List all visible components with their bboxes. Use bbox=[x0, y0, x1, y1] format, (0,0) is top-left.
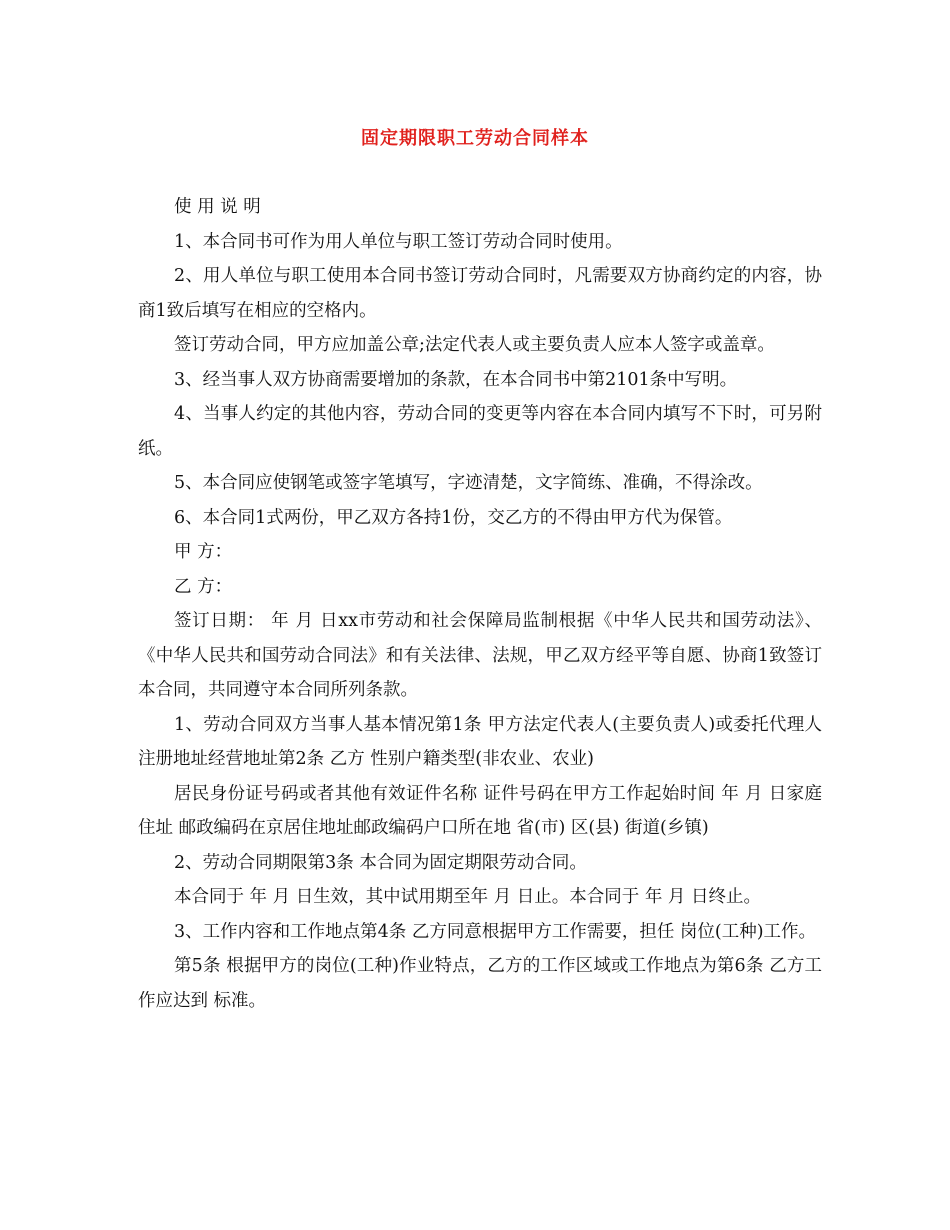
paragraph: 4、当事人约定的其他内容，劳动合同的变更等内容在本合同内填写不下时，可另附纸。 bbox=[138, 404, 822, 459]
paragraph-usage-heading: 使 用 说 明 bbox=[174, 197, 261, 217]
document-title: 固定期限职工劳动合同样本 bbox=[361, 128, 589, 149]
paragraph: 2、用人单位与职工使用本合同书签订劳动合同时，凡需要双方协商约定的内容，协商1致后填写在相应的空格内。 bbox=[138, 266, 822, 321]
party-a-field: 甲 方： bbox=[174, 542, 233, 562]
paragraph: 6、本合同1式两份，甲乙双方各持1份，交乙方的不得由甲方代为保管。 bbox=[174, 507, 733, 528]
paragraph: 1、本合同书可作为用人单位与职工签订劳动合同时使用。 bbox=[174, 231, 623, 252]
paragraph-contract-dates: 本合同于 年 月 日生效，其中试用期至年 月 日止。本合同于 年 月 日终止。 bbox=[174, 887, 761, 907]
paragraph: 签订劳动合同，甲方应加盖公章;法定代表人或主要负责人应本人签字或盖章。 bbox=[174, 335, 775, 355]
paragraph-article-4: 3、工作内容和工作地点第4条 乙方同意根据甲方工作需要，担任 岗位(工种)工作。 bbox=[174, 921, 817, 942]
paragraph: 5、本合同应使钢笔或签字笔填写，字迹清楚，文字简练、准确，不得涂改。 bbox=[174, 473, 763, 493]
document-body bbox=[138, 190, 822, 1018]
paragraph: 3、经当事人双方协商需要增加的条款，在本合同书中第2101条中写明。 bbox=[174, 369, 738, 390]
party-b-field: 乙 方： bbox=[174, 576, 233, 597]
paragraph-article-3: 2、劳动合同期限第3条 本合同为固定期限劳动合同。 bbox=[174, 852, 587, 873]
paragraph-article-1-2: 1、劳动合同双方当事人基本情况第1条 甲方法定代表人(主要负责人)或委托代理人注册地址经营地址第2条 乙方 性别户籍类型(非农业、农业) bbox=[138, 714, 822, 769]
paragraph-article-5-6: 第5条 根据甲方的岗位(工种)作业特点，乙方的工作区域或工作地点为第6条 乙方工作应达到 标准。 bbox=[138, 956, 822, 1011]
paragraph-signing-date: 签订日期： 年 月 日xx市劳动和社会保障局监制根据《中华人民共和国劳动法》、《中华人民共和国劳动合同法》和有关法律、法规，甲乙双方经平等自愿、协商1致签订本合同，共同遵守本合同所列条款。 bbox=[138, 611, 822, 700]
paragraph-id-info: 居民身份证号码或者其他有效证件名称 证件号码在甲方工作起始时间 年 月 日家庭住址 邮政编码在京居住地址邮政编码户口所在地 省(市) 区(县) 街道(乡镇) bbox=[138, 783, 822, 838]
